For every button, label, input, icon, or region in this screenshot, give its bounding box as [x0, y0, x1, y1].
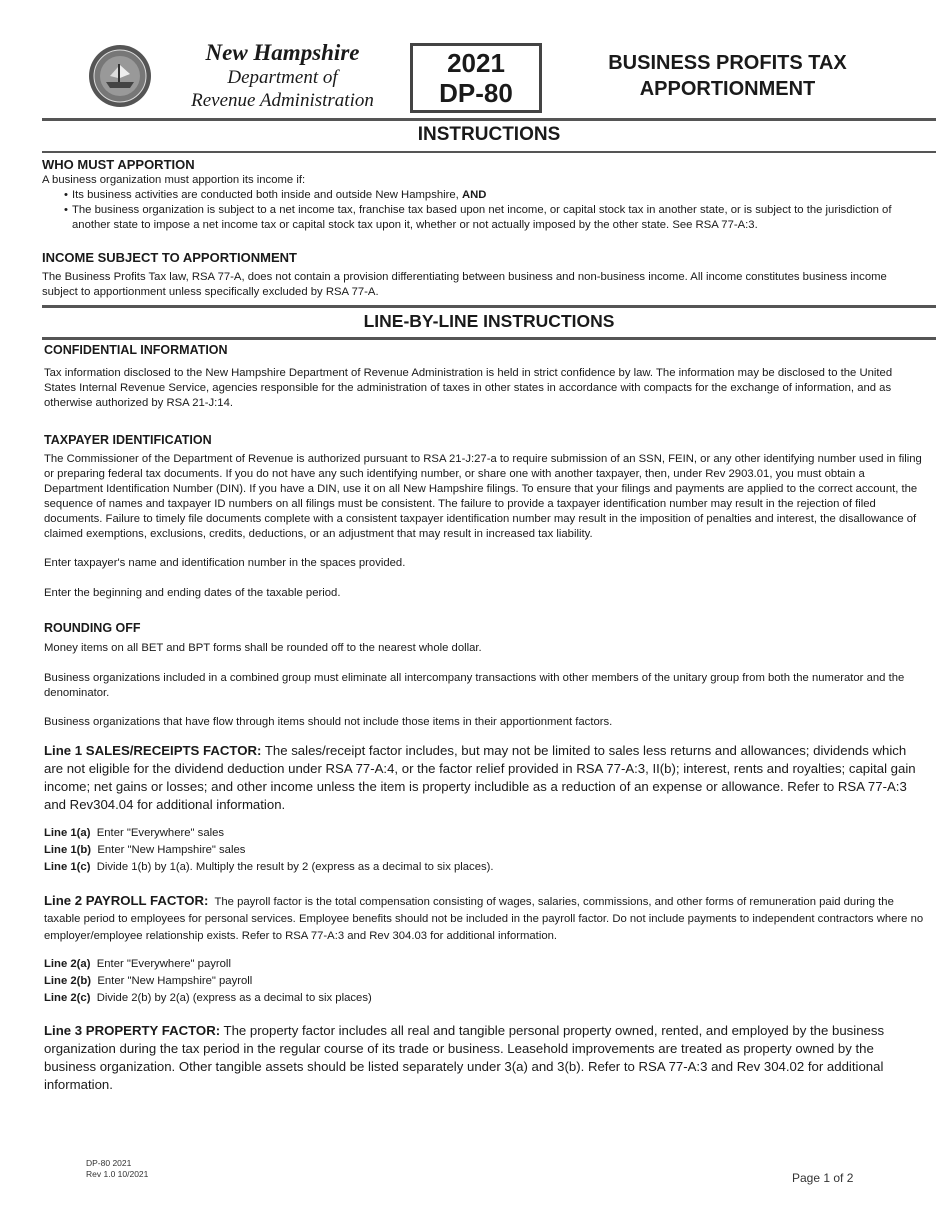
line1b-label: Line 1(b) — [44, 844, 92, 856]
income-subject-heading: INCOME SUBJECT TO APPORTIONMENT — [42, 250, 297, 265]
form-title — [580, 50, 875, 102]
line2a-item — [44, 956, 744, 973]
criteria-text: Its business activities are conducted both inside and outside New Hampshire, — [72, 189, 459, 201]
criteria-and: AND — [461, 189, 487, 201]
line3-text: The property factor includes all real and tangible personal property owned, rented, and employed by the business organization during the tax period in the regular course of its trade or business. Leasehold improvements are treated as property owned by the business organization. Other tangible assets should be listed separately under 3(a) and 3(b). Refer to RSA 77-A:3 and Rev 304.02 for additional information. — [44, 1023, 885, 1092]
line1a-text: Enter "Everywhere" sales — [96, 827, 225, 839]
confidential-heading: CONFIDENTIAL INFORMATION — [44, 343, 228, 357]
form-number: DP-80 — [439, 78, 513, 108]
line1b-item — [44, 842, 744, 859]
state-name: New Hampshire — [205, 40, 360, 65]
form-id-box — [410, 43, 542, 113]
enter-dates-instruction: Enter the beginning and ending dates of the taxable period. — [44, 587, 341, 599]
line1c-item — [44, 859, 744, 876]
divider — [42, 118, 936, 121]
page-number: Page 1 of 2 — [792, 1171, 854, 1185]
income-subject-text: The Business Profits Tax law, RSA 77-A, does not contain a provision differentiating between business and non-business income. All income constitutes business income subject to apportionment unless specifically excluded by RSA 77-A. — [42, 271, 887, 298]
criteria-text: The business organization is subject to a net income tax, franchise tax based upon net income, or capital stock tax in another state, or is subject to the jurisdiction of another state to impose a net income tax or capital stock tax upon it, whether or not actually imposed by the other state. See RSA 77-A:3. — [72, 204, 892, 231]
line2b-text: Enter "New Hampshire" payroll — [97, 975, 253, 987]
who-must-intro: A business organization must apportion its income if: — [42, 174, 306, 186]
line2a-label: Line 2(a) — [44, 958, 91, 970]
line1-text: The sales/receipt factor includes, but may not be limited to sales less returns and allowances; dividends which are not eligible for the dividend deduction under RSA 77-A:4, or the factor relief provided in RSA 77-A:3, II(b); interest, rents and royalties; capital gain income; net gains or losses; and other income unless the item is property includible as a reduction of an expense or allowance. Refer to RSA 77-A:3 and Rev304.04 for additional information. — [44, 743, 916, 812]
department-line-2: Revenue Administration — [191, 90, 374, 111]
line2c-text: Divide 2(b) by 2(a) (express as a decimal to six places) — [96, 992, 372, 1004]
line2-payroll-factor — [44, 892, 924, 945]
apportion-criteria-list — [42, 188, 922, 233]
line3-label: Line 3 PROPERTY FACTOR: — [44, 1023, 221, 1038]
line1a-item — [44, 825, 744, 842]
who-must-apportion-heading: WHO MUST APPORTION — [42, 157, 195, 172]
line1a-label: Line 1(a) — [44, 827, 91, 839]
taxpayer-id-text: The Commissioner of the Department of Revenue is authorized pursuant to RSA 21-J:27-a to require submission of an SSN, FEIN, or any other identifying number used in filing or preparing federal tax documents. If you do not have any such identifying number, or share one with another taxpayer, then, under Rev 2903.01, you must obtain a Department Identification Number (DIN). If you have a DIN, use it on all New Hampshire filings. To ensure that your filings and payments are applied to the correct account, the sequence of names and taxpayer ID numbers on all filings must be consistent. The failure to provide a taxpayer identification number may result in the rejection of filed documents. Failure to timely file documents complete with a consistent taxpayer identification number may result in the imposition of penalties and interest, the disallowance of claimed exemptions, exclusions, credits, deductions, or an adjustment that may result in increased tax liability. — [44, 453, 922, 540]
line2-text: The payroll factor is the total compensation consisting of wages, salaries, commissions, and other forms of remuneration paid during the taxable period to employees for personal services. Employee benefits should not be included in the payroll factor. Do not include payments to independent contractors where no employer/employee relationship exists. Refer to RSA 77-A:3 and Rev 304.03 for additional information. — [44, 896, 924, 942]
line1-sales-factor — [44, 742, 924, 814]
enter-name-instruction: Enter taxpayer's name and identification number in the spaces provided. — [44, 557, 406, 569]
agency-name — [160, 40, 405, 112]
who-must-apportion-body — [42, 173, 922, 233]
combined-group-text: Business organizations included in a combined group must eliminate all intercompany transactions with other members of the unitary group from both the numerator and the denominator. — [44, 672, 905, 699]
line2c-label: Line 2(c) — [44, 992, 91, 1004]
form-rev-line: DP-80 2021 — [86, 1158, 132, 1168]
line2-label: Line 2 PAYROLL FACTOR: — [44, 893, 209, 908]
line1c-text: Divide 1(b) by 1(a). Multiply the result by 2 (express as a decimal to six places). — [96, 861, 494, 873]
divider — [42, 305, 936, 308]
line3-property-factor — [44, 1022, 924, 1094]
criteria-item — [42, 188, 922, 203]
rounding-heading: ROUNDING OFF — [44, 621, 141, 635]
state-seal-icon — [88, 44, 152, 108]
divider — [42, 337, 936, 340]
version-line: Rev 1.0 10/2021 — [86, 1169, 149, 1179]
taxpayer-id-heading: TAXPAYER IDENTIFICATION — [44, 433, 212, 447]
line2b-label: Line 2(b) — [44, 975, 92, 987]
criteria-item — [42, 203, 922, 233]
form-year: 2021 — [447, 48, 505, 78]
divider — [42, 151, 936, 153]
line1-label: Line 1 SALES/RECEIPTS FACTOR: — [44, 743, 262, 758]
line2a-text: Enter "Everywhere" payroll — [96, 958, 231, 970]
form-title-line-1: BUSINESS PROFITS TAX — [608, 52, 847, 74]
instructions-title: INSTRUCTIONS — [417, 124, 561, 145]
department-line-1: Department of — [227, 67, 338, 88]
line1c-label: Line 1(c) — [44, 861, 91, 873]
rounding-text: Money items on all BET and BPT forms shall be rounded off to the nearest whole dollar. — [44, 642, 482, 654]
flow-through-text: Business organizations that have flow through items should not include those items in their apportionment factors. — [44, 716, 613, 728]
confidential-text: Tax information disclosed to the New Hampshire Department of Revenue Administration is held in strict confidence by law. The information may be disclosed to the United States Internal Revenue Service, agencies responsible for the administration of taxes in other states in accordance with compacts for the exchange of information, and as otherwise authorized by RSA 21-J:14. — [44, 367, 893, 409]
form-revision — [86, 1158, 148, 1180]
form-title-line-2: APPORTIONMENT — [639, 78, 816, 100]
line2c-item — [44, 990, 744, 1007]
line2b-item — [44, 973, 744, 990]
line-by-line-title: LINE-BY-LINE INSTRUCTIONS — [363, 311, 615, 331]
line1b-text: Enter "New Hampshire" sales — [97, 844, 246, 856]
